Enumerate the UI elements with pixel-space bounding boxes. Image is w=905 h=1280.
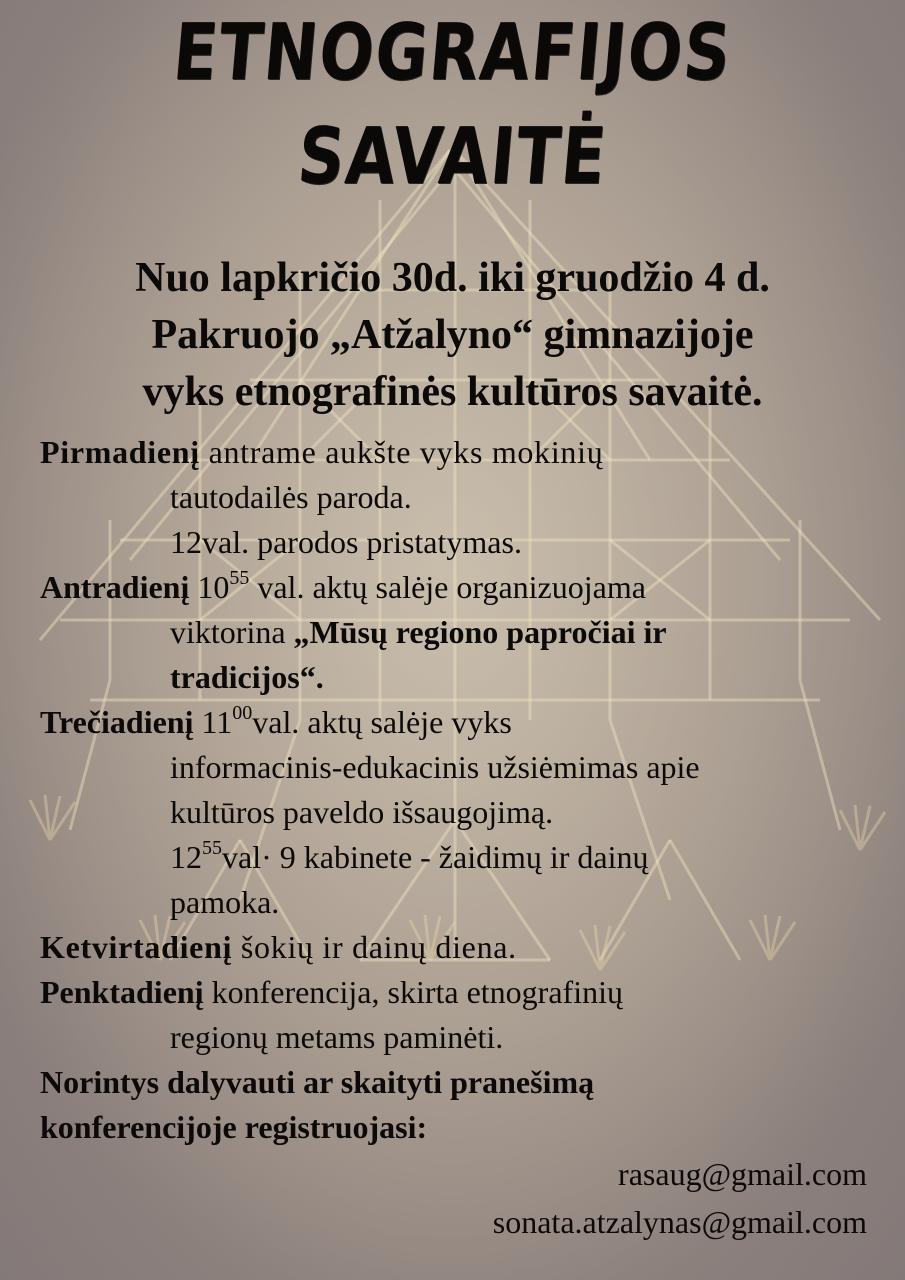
day-label-friday: Penktadienį: [40, 974, 204, 1010]
schedule-tuesday: [40, 565, 885, 610]
contact-emails: [367, 1150, 867, 1246]
email-link[interactable]: sonata.atzalynas@gmail.com: [492, 1204, 867, 1240]
poster-title-line2: SAVAITĖ: [294, 112, 611, 202]
intro-announcement: [20, 250, 885, 421]
tuesday-text: val. aktų salėje organizuojama: [249, 569, 646, 605]
intro-line: Pakruojo „Atžalyno“ gimnazijoje: [151, 312, 754, 358]
tuesday-text: viktorina: [170, 614, 294, 650]
friday-text: regionų metams paminėti.: [170, 1019, 504, 1055]
day-label-wednesday: Trečiadienį: [40, 704, 194, 740]
monday-text: tautodailės paroda.: [170, 479, 412, 515]
tuesday-time-minutes: 55: [229, 567, 250, 589]
wednesday-second-event: [40, 835, 885, 880]
schedule-thursday: [40, 925, 885, 970]
tuesday-quiz: [40, 610, 885, 655]
wednesday-text: val. aktų salėje vyks: [252, 704, 512, 740]
intro-line: vyks etnografinės kultūros savaitė.: [142, 369, 763, 415]
wednesday-text: informacinis-edukacinis užsiėmimas apie: [170, 749, 700, 785]
wednesday-time2-minutes: 55: [202, 837, 222, 859]
registration-note: konferencijoje registruojasi:: [40, 1109, 428, 1145]
wednesday-time-minutes: 00: [232, 702, 253, 724]
registration-note: Norintys dalyvauti ar skaityti pranešimą: [40, 1064, 595, 1100]
schedule-wednesday: [40, 700, 885, 745]
email-link[interactable]: rasaug@gmail.com: [618, 1156, 867, 1192]
tuesday-time-hour: 10: [189, 569, 230, 605]
wednesday-time2-hour: 12: [170, 839, 202, 875]
thursday-text: šokių ir dainų diena.: [232, 929, 517, 965]
friday-text: konferencija, skirta etnografinių: [203, 974, 623, 1010]
intro-line: Nuo lapkričio 30d. iki gruodžio 4 d.: [135, 255, 770, 301]
day-label-tuesday: Antradienį: [40, 569, 190, 605]
poster-title-line1: ETNOGRAFIJOS: [169, 8, 736, 98]
schedule: [40, 430, 885, 1150]
wednesday-text: pamoka.: [170, 884, 280, 920]
schedule-friday: [40, 970, 885, 1015]
monday-text: 12val. parodos pristatymas.: [170, 524, 522, 560]
quiz-title: tradicijos“.: [170, 659, 324, 695]
wednesday-time-hour: 11: [193, 704, 233, 740]
wednesday-text: kultūros paveldo išsaugojimą.: [170, 794, 554, 830]
quiz-title: „Mūsų regiono papročiai ir: [293, 614, 667, 650]
schedule-monday: [40, 430, 885, 475]
day-label-thursday: Ketvirtadienį: [40, 929, 233, 965]
monday-text: antrame aukšte vyks mokinių: [199, 434, 604, 470]
day-label-monday: Pirmadienį: [40, 434, 200, 470]
wednesday-text: val· 9 kabinete - žaidimų ir dainų: [222, 839, 649, 875]
